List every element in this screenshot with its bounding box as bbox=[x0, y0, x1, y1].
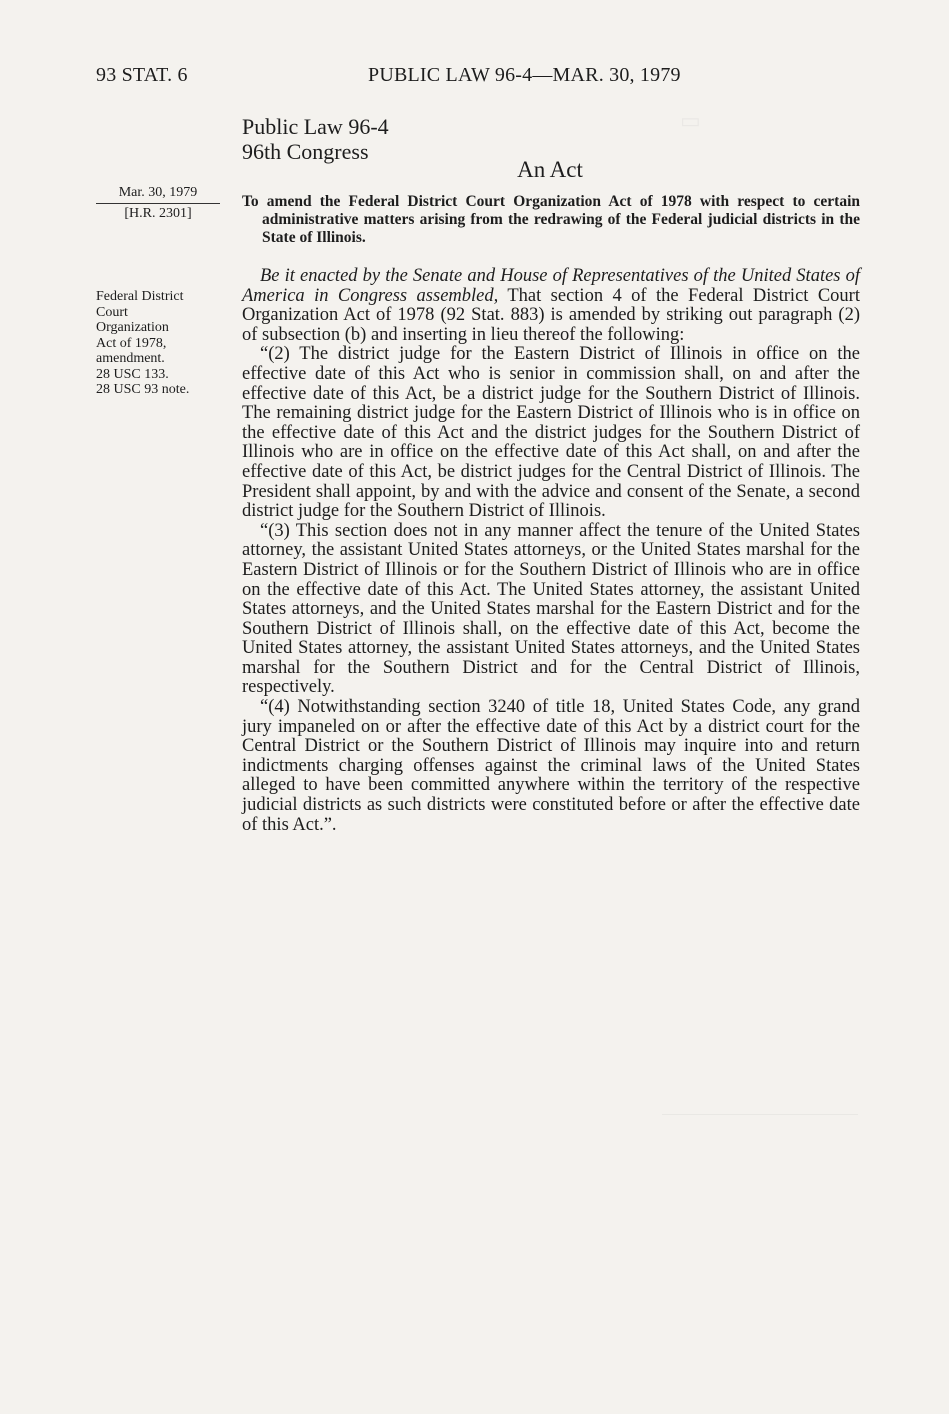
amendment-intro: That section 4 of the Federal District Court Organization Act of 1978 (92 Stat. 883) is amended by striking out paragraph (2) of subsection (b) and inserting in lieu thereof the following: bbox=[242, 285, 860, 345]
margin-note-line: Organization bbox=[96, 320, 169, 335]
act-heading: An Act bbox=[517, 157, 583, 182]
margin-note-line: Act of 1978, bbox=[96, 335, 167, 351]
enactment-date: Mar. 30, 1979 bbox=[96, 185, 220, 204]
congress-number: 96th Congress bbox=[242, 139, 369, 164]
running-title: PUBLIC LAW 96-4—MAR. 30, 1979 bbox=[368, 64, 681, 86]
margin-note-line: Court bbox=[96, 304, 128, 320]
enacting-clause: Be it enacted by the Senate and House of Representatives of the United States of America in Congress assembled, bbox=[242, 266, 860, 306]
margin-note-line: Federal District bbox=[96, 289, 184, 304]
act-body bbox=[242, 267, 860, 835]
margin-note-line: 28 USC 133. bbox=[96, 366, 169, 382]
paragraph-2: “(2) The district judge for the Eastern District of Illinois in office on the effective date of this Act who is senior in commission shall, on and after the effective date of this Act, be a district judge for the Southern District of Illinois. The remaining district judge for the Eastern District of Illinois who is in office on the effective date of this Act and the district judges for the Southern District of Illinois who are in office on the effective date of this Act shall, on and after the effective date of this Act, be district judges for the Central District of Illinois. The President shall appoint, by and with the advice and consent of the Senate, a second district judge for the Southern District of Illinois. bbox=[242, 344, 860, 522]
enacting-paragraph bbox=[242, 267, 860, 345]
bleed-through-decoration: ▭ bbox=[680, 108, 701, 133]
margin-note-date bbox=[96, 185, 220, 222]
bleed-through-rule bbox=[662, 1114, 858, 1115]
margin-note-topic bbox=[96, 289, 226, 398]
page-reference: 93 STAT. 6 bbox=[96, 64, 188, 86]
public-law-number: Public Law 96-4 bbox=[242, 114, 389, 139]
bill-number: [H.R. 2301] bbox=[124, 206, 192, 221]
paragraph-3: “(3) This section does not in any manner affect the tenure of the United States attorney, the assistant United States attorneys, or the United States marshal for the Eastern District of Illinois or for the Southern District of Illinois who are in office on the effective date of this Act. The United States attorney, the assistant United States attorneys, and the United States marshal for the Eastern District and for the Southern District of Illinois shall, on the effective date of this Act, become the United States attorney, the assistant United States attorneys, and the United States marshal for the Southern District and for the Central District of Illinois, respectively. bbox=[242, 520, 860, 698]
purpose-clause: To amend the Federal District Court Organization Act of 1978 with respect to certain administrative matters arising from the redrawing of the Federal judicial districts in the State of Illinois. bbox=[242, 193, 860, 246]
paragraph-4: “(4) Notwithstanding section 3240 of title 18, United States Code, any grand jury impaneled on or after the effective date of this Act by a district court for the Central District or the Southern District of Illinois may inquire into and return indictments charging offenses against the criminal laws of the United States alleged to have been committed anywhere within the territory of the respective judicial districts as such districts were constituted before or after the effective date of this Act.”. bbox=[242, 697, 860, 835]
margin-note-line: 28 USC 93 note. bbox=[96, 382, 190, 397]
margin-note-line: amendment. bbox=[96, 351, 165, 366]
